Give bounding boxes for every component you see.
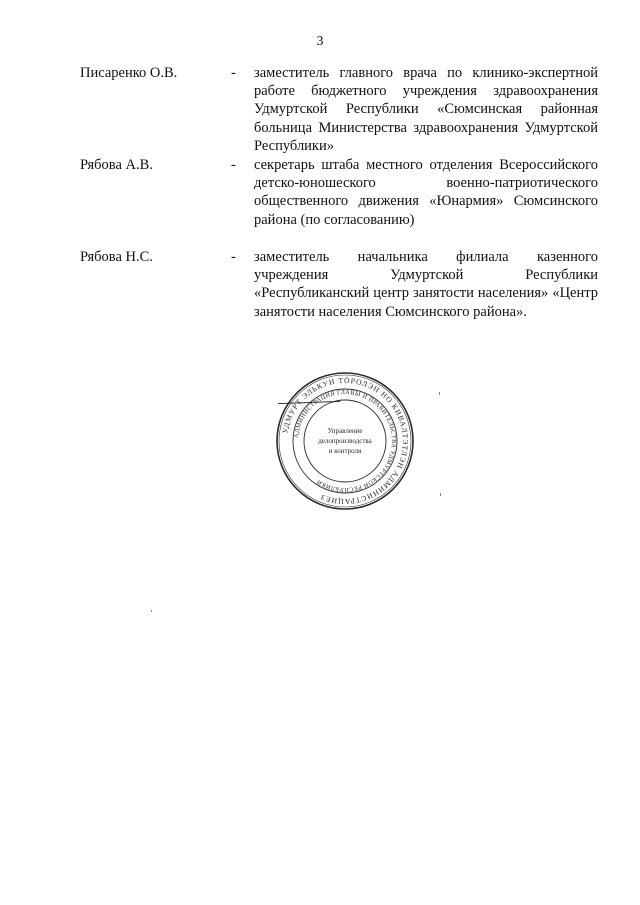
member-entry <box>0 248 640 340</box>
seal-center-line3: и контроля <box>328 447 362 455</box>
member-entry <box>0 156 640 248</box>
member-dash: - <box>231 249 236 265</box>
member-name: Писаренко О.В. <box>80 65 178 81</box>
member-list <box>0 64 640 340</box>
member-name: Рябова А.В. <box>80 157 153 173</box>
official-seal <box>275 371 415 511</box>
member-position: секретарь штаба местного отделения Всероссийского детско-юношеского военно-патриотического общественного движения «Юнармия» Сюмсинского района (по согласованию) <box>254 157 598 228</box>
member-entry <box>0 64 640 156</box>
member-name: Рябова Н.С. <box>80 249 153 265</box>
scan-speck <box>440 493 441 496</box>
seal-outer-text: УДМУРТ ЭЛЬКУН ТӦРОЛЭН НО КИВАЛТЭТЛЭН АДМИНИСТРАЦИЕЗ <box>280 375 411 507</box>
scan-speck <box>439 392 440 395</box>
seal-center-line2: делопроизводства <box>318 437 372 445</box>
member-position: заместитель начальника филиала казенного учреждения Удмуртской Республики «Республиканский центр занятости населения» «Центр занятости населения Сюмсинского района». <box>254 249 598 320</box>
member-position: заместитель главного врача по клинико-экспертной работе бюджетного учреждения здравоохранения Удмуртской Республики «Сюмсинская районная больница Министерства здравоохранения Удмуртской Республики» <box>254 65 598 154</box>
seal-center-line1: Управление <box>327 427 363 435</box>
member-dash: - <box>231 65 236 81</box>
page-number: 3 <box>316 34 324 49</box>
seal-inner-text: АДМИНИСТРАЦИЯ ГЛАВЫ И ПРАВИТЕЛЬСТВА УДМУРТСКОЙ РЕСПУБЛИКИ <box>293 388 398 494</box>
member-dash: - <box>231 157 236 173</box>
scan-speck <box>151 610 152 612</box>
